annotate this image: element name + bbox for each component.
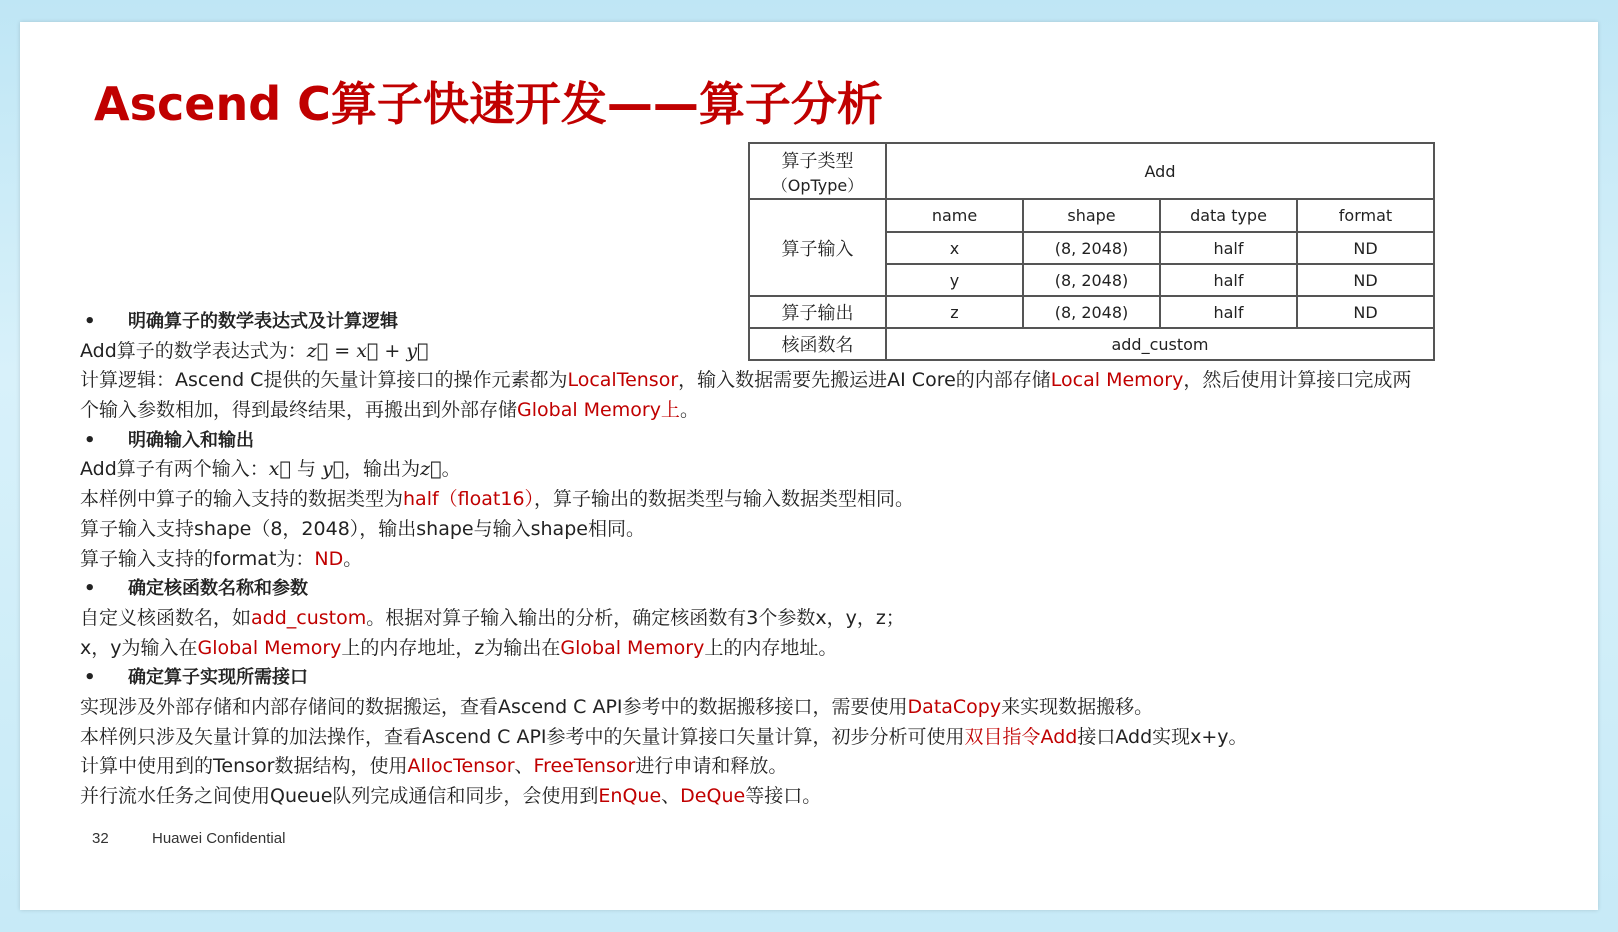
text-line: 算子输入支持shape（8，2048），输出shape与输入shape相同。 <box>80 517 645 540</box>
input-label: 算子输入 <box>749 199 886 296</box>
input-x-format: ND <box>1297 232 1434 264</box>
input-y-name: y <box>886 264 1023 296</box>
text-line: x，y为输入在Global Memory上的内存地址，z为输出在Global Memory上的内存地址。 <box>80 636 838 659</box>
text-line: Add算子的数学表达式为：z⃗ = x⃗ + y⃗ <box>80 339 429 362</box>
text-line: 算子输入支持的format为：ND。 <box>80 547 363 570</box>
kernel-value: add_custom <box>886 328 1434 360</box>
math-formula: z⃗ = x⃗ + y⃗ <box>306 339 429 362</box>
text-line: 本样例只涉及矢量计算的加法操作，查看Ascend C API参考中的矢量计算接口矢量计算，初步分析可使用双目指令Add接口Add实现x+y。 <box>80 725 1248 748</box>
output-z-name: z <box>886 296 1023 328</box>
kernel-label: 核函数名 <box>749 328 886 360</box>
text-line: 计算逻辑：Ascend C提供的矢量计算接口的操作元素都为LocalTensor，输入数据需要先搬运进AI Core的内部存储Local Memory，然后使用计算接口完成两 <box>80 369 1412 392</box>
slide <box>20 22 1598 910</box>
input-x-type: half <box>1160 232 1297 264</box>
optype-label: 算子类型 <box>781 150 854 172</box>
bullet-heading: • 明确输入和输出 <box>84 429 254 451</box>
text-line: 个输入参数相加，得到最终结果，再搬出到外部存储Global Memory上。 <box>80 399 699 422</box>
text-line: 并行流水任务之间使用Queue队列完成通信和同步，会使用到EnQue、DeQue等接口。 <box>80 785 822 807</box>
input-x-shape: (8, 2048) <box>1023 232 1160 264</box>
text-line: 实现涉及外部存储和内部存储间的数据搬运，查看Ascend C API参考中的数据搬移接口，需要使用DataCopy来实现数据搬移。 <box>80 695 1154 718</box>
header-shape: shape <box>1023 199 1160 232</box>
output-label: 算子输出 <box>749 296 886 328</box>
optype-label-sub: （OpType） <box>771 175 864 195</box>
text-line: 自定义核函数名，如add_custom。根据对算子输入输出的分析，确定核函数有3个参数x，y，z； <box>80 606 905 629</box>
input-y-type: half <box>1160 264 1297 296</box>
page-number: 32 <box>92 830 109 847</box>
input-y-format: ND <box>1297 264 1434 296</box>
bullet-heading: • 确定核函数名称和参数 <box>84 578 308 600</box>
slide-title: Ascend C算子快速开发——算子分析 <box>94 77 883 131</box>
input-y-shape: (8, 2048) <box>1023 264 1160 296</box>
output-z-format: ND <box>1297 296 1434 328</box>
optype-value: Add <box>886 143 1434 199</box>
slide-body <box>80 307 1530 812</box>
text-line: 本样例中算子的输入支持的数据类型为half（float16），算子输出的数据类型与输入数据类型相同。 <box>80 488 915 511</box>
output-z-shape: (8, 2048) <box>1023 296 1160 328</box>
output-z-type: half <box>1160 296 1297 328</box>
footer <box>92 830 285 847</box>
text-line: 计算中使用到的Tensor数据结构，使用AllocTensor、FreeTensor进行申请和释放。 <box>80 755 788 778</box>
text-line: Add算子有两个输入：x⃗ 与 y⃗，输出为z⃗。 <box>80 458 461 481</box>
bullet-heading: • 明确算子的数学表达式及计算逻辑 <box>84 311 398 332</box>
confidential-label: Huawei Confidential <box>152 830 286 847</box>
header-format: format <box>1297 199 1434 232</box>
header-name: name <box>886 199 1023 232</box>
input-x-name: x <box>886 232 1023 264</box>
header-data-type: data type <box>1160 199 1297 232</box>
optype-label-cell <box>749 143 886 199</box>
bullet-heading: • 确定算子实现所需接口 <box>84 667 308 689</box>
